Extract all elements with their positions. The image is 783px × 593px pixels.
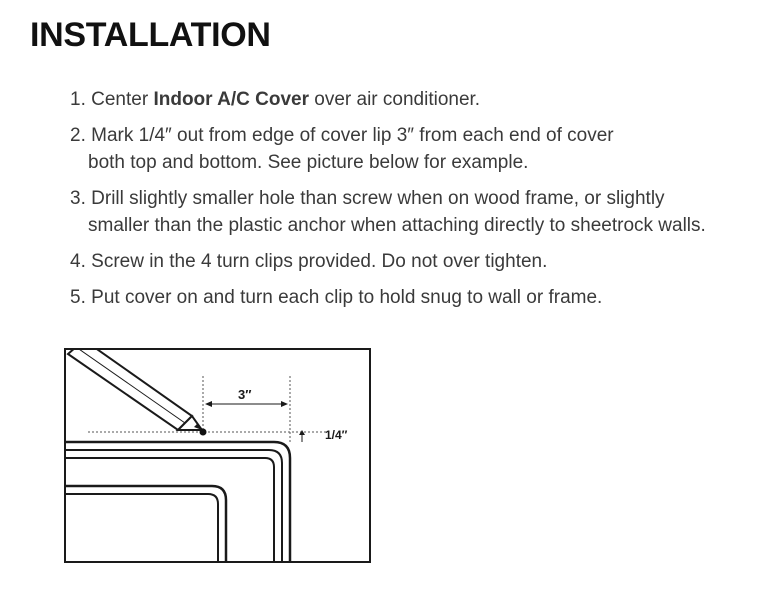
step-text-continued: smaller than the plastic anchor when attaching directly to sheetrock walls. — [88, 215, 706, 236]
vertical-dimension-label: 1/4″ — [325, 428, 348, 442]
step-text: over air conditioner. — [314, 89, 481, 110]
step-4 — [70, 248, 782, 275]
installation-steps — [70, 86, 782, 320]
cover-outer-edge — [66, 442, 290, 561]
step-text: Center — [91, 89, 149, 110]
pencil-icon — [68, 350, 202, 430]
step-3 — [70, 185, 782, 239]
step-text: Put cover on and turn each clip to hold snug to wall or frame. — [91, 287, 603, 308]
cover-inner-panel — [66, 486, 226, 561]
step-text: Mark 1/4″ out from edge of cover lip 3″ from each end of cover — [91, 125, 614, 146]
step-number: 5. — [70, 287, 86, 308]
installation-diagram — [64, 348, 371, 563]
step-number: 4. — [70, 251, 86, 272]
step-number: 2. — [70, 125, 86, 146]
diagram-drawing — [66, 350, 369, 561]
arrowhead-right — [281, 401, 288, 407]
cover-lip-line-1 — [66, 450, 282, 561]
step-text: Drill slightly smaller hole than screw when on wood frame, or slightly — [91, 188, 665, 209]
arrowhead-left — [205, 401, 212, 407]
mark-point — [200, 429, 207, 436]
step-number: 1. — [70, 89, 86, 110]
step-5 — [70, 284, 782, 311]
step-text: Screw in the 4 turn clips provided. Do not over tighten. — [91, 251, 548, 272]
page-title: INSTALLATION — [30, 16, 271, 54]
step-2 — [70, 122, 782, 176]
step-1 — [70, 86, 782, 113]
step-number: 3. — [70, 188, 86, 209]
product-name: Indoor A/C Cover — [153, 89, 309, 110]
cover-inner-panel-edge — [66, 494, 218, 561]
cover-lip-line-2 — [66, 458, 274, 561]
step-text-continued: both top and bottom. See picture below for example. — [88, 152, 529, 173]
horizontal-dimension-label: 3″ — [238, 387, 252, 402]
